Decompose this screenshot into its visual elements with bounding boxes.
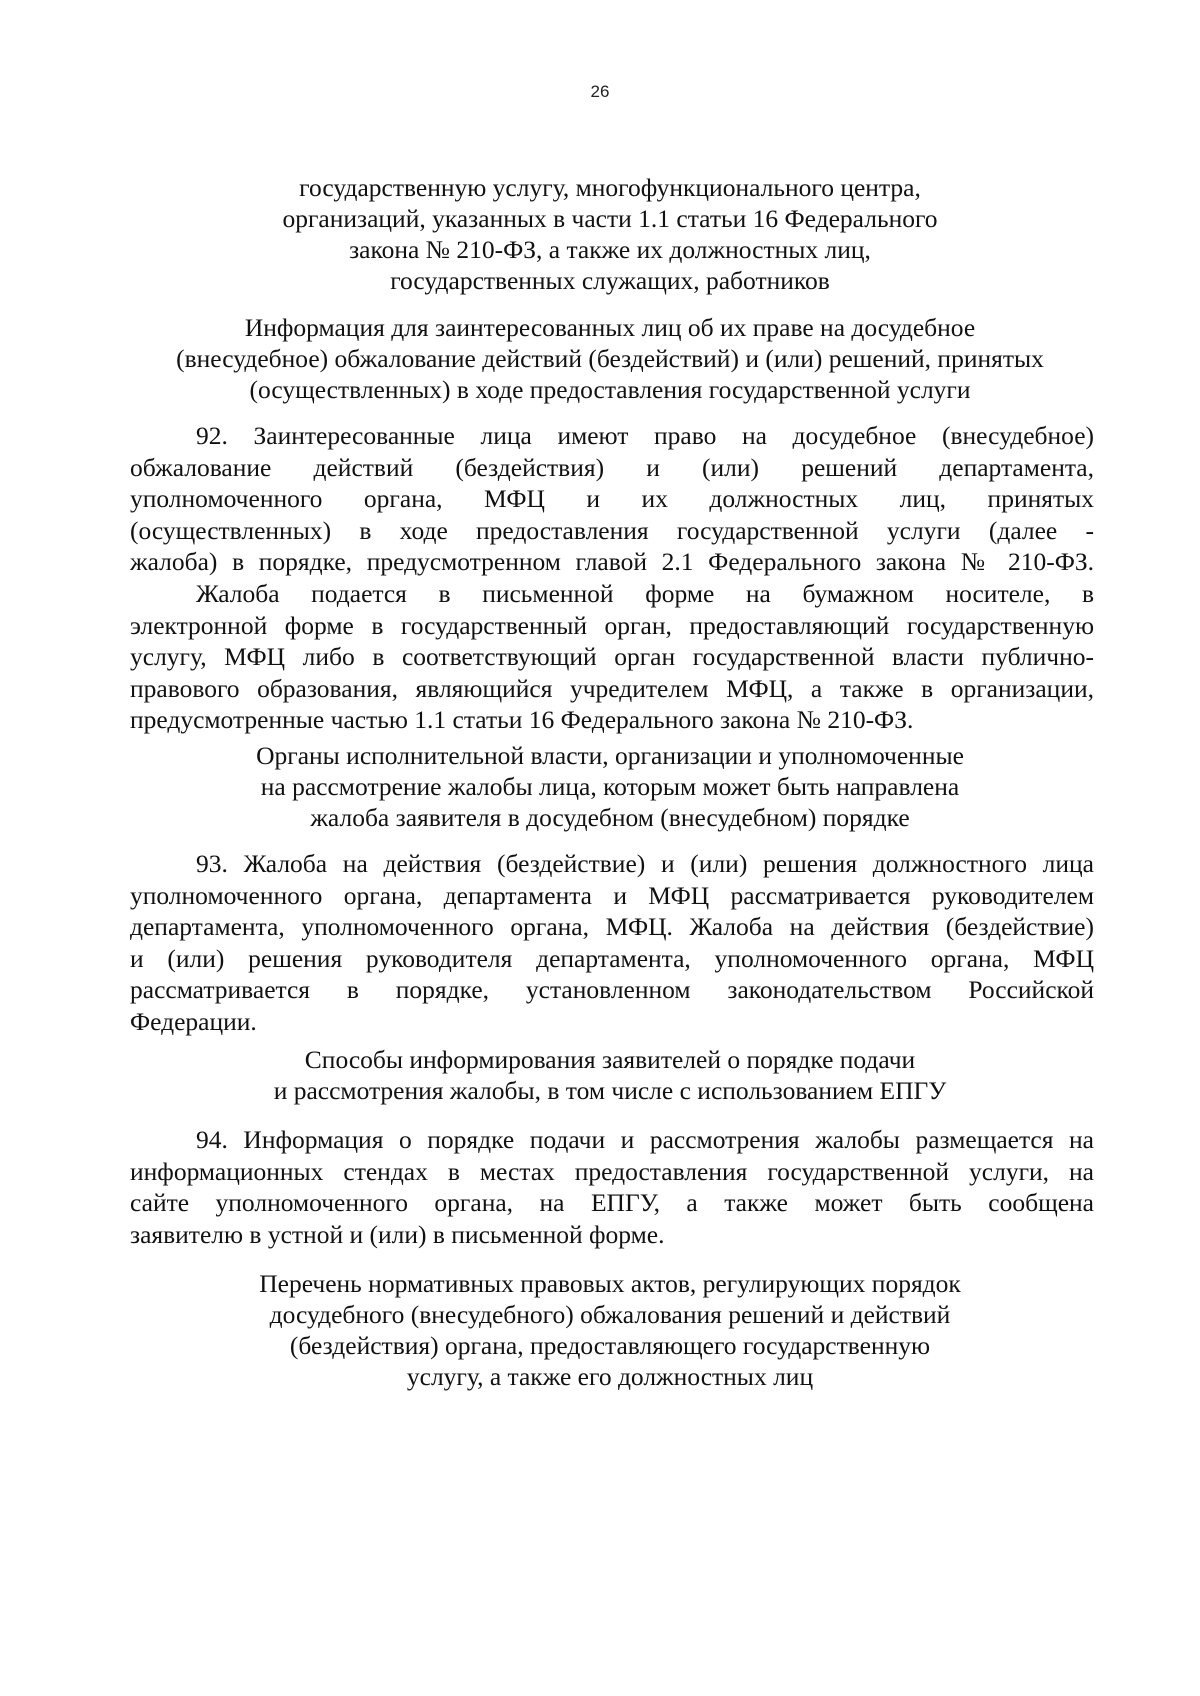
heading-line: и рассмотрения жалобы, в том числе с использованием ЕПГУ xyxy=(273,1076,947,1105)
paragraph-line: уполномоченного органа, департамента и МФЦ рассматривается руководителем xyxy=(130,880,1094,910)
section-heading-acts xyxy=(130,1268,1090,1392)
paragraph-92 xyxy=(130,420,1094,578)
paragraph-92-complaint-form xyxy=(130,578,1094,736)
paragraph-line: информационных стендах в местах предоставления государственной услуги, на xyxy=(130,1156,1094,1186)
heading-line: жалоба заявителя в досудебном (внесудебном) порядке xyxy=(310,803,910,832)
heading-line: досудебного (внесудебного) обжалования решений и действий xyxy=(269,1300,951,1329)
paragraph-93 xyxy=(130,848,1094,1038)
heading-line: Органы исполнительной власти, организации и уполномоченные xyxy=(256,741,964,770)
heading-line: (внесудебное) обжалование действий (бездействий) и (или) решений, принятых xyxy=(176,344,1044,373)
paragraph-line: жалоба) в порядке, предусмотренном главой 2.1 Федерального закона № 210-ФЗ. xyxy=(130,547,1094,577)
heading-line: на рассмотрение жалобы лица, которым может быть направлена xyxy=(260,772,960,801)
paragraph-line: сайте уполномоченного органа, на ЕПГУ, а также может быть сообщена xyxy=(130,1188,1094,1218)
heading-line: государственную услугу, многофункционального центра, xyxy=(299,173,921,202)
paragraph-94 xyxy=(130,1124,1094,1250)
paragraph-line: 93. Жалоба на действия (бездействие) и (или) решения должностного лица xyxy=(196,849,1094,878)
section-heading-methods xyxy=(130,1044,1090,1106)
section-heading-continued xyxy=(130,172,1090,296)
heading-line: государственных служащих, работников xyxy=(390,266,830,295)
paragraph-line: заявителю в устной и (или) в письменной форме. xyxy=(130,1219,665,1249)
paragraph-line: 92. Заинтересованные лица имеют право на досудебное (внесудебное) xyxy=(196,421,1094,450)
paragraph-line: (осуществленных) в ходе предоставления государственной услуги (далее - xyxy=(130,515,1094,545)
heading-line: Перечень нормативных правовых актов, регулирующих порядок xyxy=(259,1269,961,1298)
paragraph-line: Жалоба подается в письменной форме на бумажном носителе, в xyxy=(196,579,1094,608)
paragraph-line: предусмотренные частью 1.1 статьи 16 Федерального закона № 210-ФЗ. xyxy=(130,705,914,735)
heading-line: закона № 210-ФЗ, а также их должностных лиц, xyxy=(349,235,871,264)
page-number: 26 xyxy=(590,82,610,101)
paragraph-line: правового образования, являющийся учредителем МФЦ, а также в организации, xyxy=(130,673,1094,703)
paragraph-line: электронной форме в государственный орган, предоставляющий государственную xyxy=(130,610,1094,640)
heading-line: (бездействия) органа, предоставляющего государственную xyxy=(289,1331,931,1360)
heading-line: услугу, а также его должностных лиц xyxy=(406,1362,814,1391)
paragraph-line: Федерации. xyxy=(130,1006,257,1036)
paragraph-line: уполномоченного органа, МФЦ и их должностных лиц, принятых xyxy=(130,484,1094,514)
paragraph-line: обжалование действий (бездействия) и (или) решений департамента, xyxy=(130,452,1094,482)
heading-line: Способы информирования заявителей о порядке подачи xyxy=(304,1045,916,1074)
heading-line: организаций, указанных в части 1.1 статьи 16 Федерального xyxy=(282,204,938,233)
paragraph-line: рассматривается в порядке, установленном законодательством Российской xyxy=(130,975,1094,1005)
heading-line: (осуществленных) в ходе предоставления государственной услуги xyxy=(249,375,971,404)
paragraph-line: департамента, уполномоченного органа, МФЦ. Жалоба на действия (бездействие) xyxy=(130,912,1094,942)
paragraph-line: услугу, МФЦ либо в соответствующий орган государственной власти публично- xyxy=(130,642,1094,672)
section-heading-info xyxy=(130,312,1090,405)
paragraph-line: и (или) решения руководителя департамента, уполномоченного органа, МФЦ xyxy=(130,943,1094,973)
section-heading-organs xyxy=(130,740,1090,833)
paragraph-line: 94. Информация о порядке подачи и рассмотрения жалобы размещается на xyxy=(196,1125,1094,1154)
heading-line: Информация для заинтересованных лиц об их праве на досудебное xyxy=(244,313,976,342)
